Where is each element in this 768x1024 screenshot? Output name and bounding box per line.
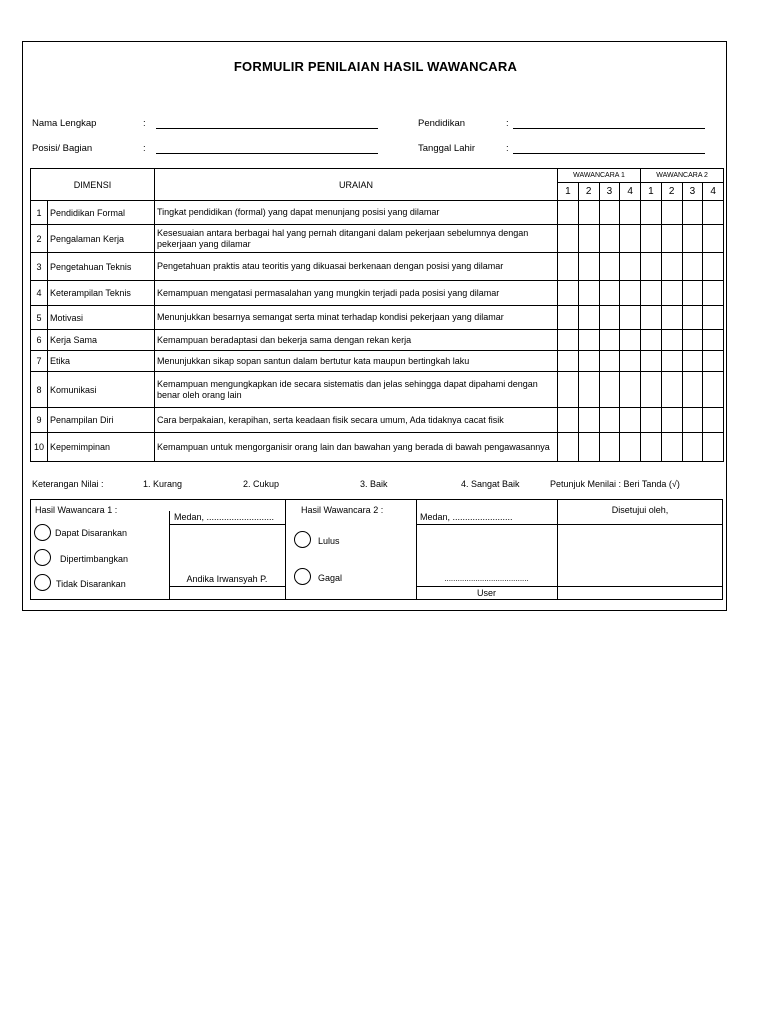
dimension-name: Kepemimpinan: [48, 433, 155, 462]
w2-score-cell[interactable]: [641, 433, 662, 462]
w2-score-cell[interactable]: [661, 306, 682, 330]
nama-lengkap-label: Nama Lengkap: [32, 118, 97, 129]
dimension-description: Cara berpakaian, kerapihan, serta keadaan fisik secara umum, Ada tidaknya cacat fisik: [155, 408, 558, 433]
w1-score-cell[interactable]: [599, 225, 620, 253]
option-lulus: Lulus: [318, 536, 340, 546]
pendidikan-field[interactable]: [513, 128, 705, 129]
option-dipertimbangkan: Dipertimbangkan: [60, 554, 129, 564]
dimension-name: Etika: [48, 351, 155, 372]
score-header: 3: [682, 183, 703, 201]
legend-kurang: 1. Kurang: [143, 479, 183, 489]
w2-score-cell[interactable]: [682, 201, 703, 225]
w2-score-cell[interactable]: [682, 433, 703, 462]
w2-score-cell[interactable]: [703, 281, 724, 306]
w2-score-cell[interactable]: [661, 372, 682, 408]
dimension-name: Kerja Sama: [48, 330, 155, 351]
w2-score-cell[interactable]: [703, 330, 724, 351]
w2-score-cell[interactable]: [641, 408, 662, 433]
dimension-description: Kemampuan beradaptasi dan bekerja sama dengan rekan kerja: [155, 330, 558, 351]
tanggal-lahir-label: Tanggal Lahir: [418, 143, 476, 154]
posisi-bagian-field[interactable]: [156, 153, 378, 154]
table-row: [31, 306, 724, 330]
w2-score-cell[interactable]: [682, 351, 703, 372]
dimension-description: Tingkat pendidikan (formal) yang dapat menunjang posisi yang dilamar: [155, 201, 558, 225]
header-wawancara-1: WAWANCARA 1: [558, 169, 641, 183]
w2-score-cell[interactable]: [641, 306, 662, 330]
w2-score-cell[interactable]: [682, 225, 703, 253]
w2-score-cell[interactable]: [703, 408, 724, 433]
dimension-name: Pendidikan Formal: [48, 201, 155, 225]
table-row: [31, 372, 724, 408]
w1-score-cell[interactable]: [578, 351, 599, 372]
dimension-description: Kesesuaian antara berbagai hal yang pernah ditangani dalam pekerjaan sebelumnya dengan pekerjaan yang dilamar: [155, 225, 558, 253]
w1-score-cell[interactable]: [558, 330, 579, 351]
w1-score-cell[interactable]: [578, 201, 599, 225]
w1-score-cell[interactable]: [558, 253, 579, 281]
w1-score-cell[interactable]: [620, 433, 641, 462]
score-header: 2: [578, 183, 599, 201]
w2-score-cell[interactable]: [703, 201, 724, 225]
header-wawancara-2: WAWANCARA 2: [641, 169, 724, 183]
dimension-name: Keterampilan Teknis: [48, 281, 155, 306]
w1-score-cell[interactable]: [578, 408, 599, 433]
w1-score-cell[interactable]: [599, 201, 620, 225]
header-uraian: URAIAN: [155, 169, 558, 201]
dimension-name: Komunikasi: [48, 372, 155, 408]
w2-score-cell[interactable]: [661, 201, 682, 225]
w1-score-cell[interactable]: [620, 408, 641, 433]
w1-score-cell[interactable]: [620, 372, 641, 408]
w2-score-cell[interactable]: [682, 281, 703, 306]
w1-score-cell[interactable]: [599, 306, 620, 330]
w2-score-cell[interactable]: [641, 372, 662, 408]
legend-sangat-baik: 4. Sangat Baik: [461, 479, 520, 489]
w1-score-cell[interactable]: [599, 433, 620, 462]
w1-score-cell[interactable]: [599, 281, 620, 306]
w2-score-cell[interactable]: [703, 306, 724, 330]
w1-score-cell[interactable]: [578, 330, 599, 351]
medan-date-2: Medan, ........................: [420, 512, 513, 522]
score-header: 4: [620, 183, 641, 201]
w2-score-cell[interactable]: [703, 225, 724, 253]
dimension-description: Kemampuan untuk mengorganisir orang lain dan bawahan yang berada di bawah pengawasannya: [155, 433, 558, 462]
w1-score-cell[interactable]: [578, 253, 599, 281]
colon: :: [143, 143, 146, 154]
w1-score-cell[interactable]: [578, 225, 599, 253]
w1-score-cell[interactable]: [599, 408, 620, 433]
w2-score-cell[interactable]: [682, 306, 703, 330]
score-header: 1: [641, 183, 662, 201]
legend-label: Keterangan Nilai :: [32, 479, 104, 489]
w1-score-cell[interactable]: [578, 372, 599, 408]
dimension-description: Menunjukkan besarnya semangat serta minat terhadap kondisi pekerjaan yang dilamar: [155, 306, 558, 330]
w1-score-cell[interactable]: [599, 330, 620, 351]
score-header: 3: [599, 183, 620, 201]
row-number: 9: [31, 408, 48, 433]
w2-score-cell[interactable]: [661, 281, 682, 306]
w1-score-cell[interactable]: [578, 433, 599, 462]
w2-score-cell[interactable]: [682, 408, 703, 433]
radio-dapat-disarankan[interactable]: [34, 524, 51, 541]
dimension-description: Menunjukkan sikap sopan santun dalam bertutur kata maupun bertingkah laku: [155, 351, 558, 372]
radio-gagal[interactable]: [294, 568, 311, 585]
w2-score-cell[interactable]: [703, 351, 724, 372]
table-row: [31, 351, 724, 372]
row-number: 2: [31, 225, 48, 253]
score-header: 1: [558, 183, 579, 201]
row-number: 7: [31, 351, 48, 372]
w1-score-cell[interactable]: [558, 306, 579, 330]
header-dimensi: DIMENSI: [31, 169, 155, 201]
row-number: 1: [31, 201, 48, 225]
w2-score-cell[interactable]: [703, 372, 724, 408]
w1-score-cell[interactable]: [620, 330, 641, 351]
w1-score-cell[interactable]: [578, 306, 599, 330]
w1-score-cell[interactable]: [558, 201, 579, 225]
w2-score-cell[interactable]: [703, 433, 724, 462]
w2-score-cell[interactable]: [641, 330, 662, 351]
w2-score-cell[interactable]: [661, 351, 682, 372]
w1-score-cell[interactable]: [620, 281, 641, 306]
w2-score-cell[interactable]: [641, 225, 662, 253]
w2-score-cell[interactable]: [703, 253, 724, 281]
colon: :: [506, 143, 509, 154]
option-gagal: Gagal: [318, 573, 343, 583]
row-number: 4: [31, 281, 48, 306]
w2-score-cell[interactable]: [682, 330, 703, 351]
legend-baik: 3. Baik: [360, 479, 388, 489]
pendidikan-label: Pendidikan: [418, 118, 466, 129]
row-number: 6: [31, 330, 48, 351]
w2-score-cell[interactable]: [641, 253, 662, 281]
dimension-name: Pengalaman Kerja: [48, 225, 155, 253]
table-row: [31, 433, 724, 462]
nama-lengkap-field[interactable]: [156, 128, 378, 129]
tanggal-lahir-field[interactable]: [513, 153, 705, 154]
row-number: 3: [31, 253, 48, 281]
row-number: 10: [31, 433, 48, 462]
w1-score-cell[interactable]: [599, 372, 620, 408]
w2-score-cell[interactable]: [641, 351, 662, 372]
table-row: [31, 330, 724, 351]
w2-score-cell[interactable]: [661, 433, 682, 462]
w2-score-cell[interactable]: [641, 201, 662, 225]
table-row: [31, 408, 724, 433]
option-dapat-disarankan: Dapat Disarankan: [55, 528, 128, 538]
hasil-wawancara-2-label: Hasil Wawancara 2 :: [301, 505, 384, 515]
w1-score-cell[interactable]: [599, 253, 620, 281]
dimension-name: Motivasi: [48, 306, 155, 330]
interview-form-sheet: [22, 41, 727, 611]
w2-score-cell[interactable]: [661, 253, 682, 281]
row-number: 5: [31, 306, 48, 330]
w2-score-cell[interactable]: [661, 225, 682, 253]
w1-score-cell[interactable]: [558, 281, 579, 306]
interviewer-1-name: Andika Irwansyah P.: [186, 574, 268, 584]
w1-score-cell[interactable]: [558, 408, 579, 433]
w1-score-cell[interactable]: [558, 351, 579, 372]
petunjuk-menilai: Petunjuk Menilai : Beri Tanda (√): [550, 479, 680, 489]
score-header: 2: [661, 183, 682, 201]
w1-score-cell[interactable]: [620, 306, 641, 330]
dimension-name: Penampilan Diri: [48, 408, 155, 433]
user-label: User: [476, 588, 496, 598]
dimension-name: Pengetahuan Teknis: [48, 253, 155, 281]
w1-score-cell[interactable]: [620, 351, 641, 372]
radio-tidak-disarankan[interactable]: [34, 574, 51, 591]
result-signature-block: [30, 499, 723, 600]
medan-date-1: Medan, ...........................: [174, 512, 275, 522]
w1-score-cell[interactable]: [620, 253, 641, 281]
dimension-description: Kemampuan mengatasi permasalahan yang mungkin terjadi pada posisi yang dilamar: [155, 281, 558, 306]
w1-score-cell[interactable]: [558, 225, 579, 253]
radio-lulus[interactable]: [294, 531, 311, 548]
w2-score-cell[interactable]: [661, 408, 682, 433]
table-row: [31, 201, 724, 225]
table-row: [31, 281, 724, 306]
form-title: FORMULIR PENILAIAN HASIL WAWANCARA: [233, 59, 518, 74]
legend-cukup: 2. Cukup: [243, 479, 280, 489]
w1-score-cell[interactable]: [558, 433, 579, 462]
w2-score-cell[interactable]: [661, 330, 682, 351]
w1-score-cell[interactable]: [620, 201, 641, 225]
w1-score-cell[interactable]: [599, 351, 620, 372]
row-number: 8: [31, 372, 48, 408]
score-header: 4: [703, 183, 724, 201]
hasil-wawancara-1-label: Hasil Wawancara 1 :: [35, 505, 118, 515]
disetujui-oleh: Disetujui oleh,: [611, 505, 669, 515]
w2-score-cell[interactable]: [682, 372, 703, 408]
table-row: [31, 253, 724, 281]
dimension-description: Pengetahuan praktis atau teoritis yang dikuasai berkenaan dengan posisi yang dilamar: [155, 253, 558, 281]
signature-dots: ......................................: [444, 574, 529, 583]
posisi-bagian-label: Posisi/ Bagian: [32, 143, 93, 154]
w1-score-cell[interactable]: [558, 372, 579, 408]
option-tidak-disarankan: Tidak Disarankan: [56, 579, 126, 589]
w1-score-cell[interactable]: [578, 281, 599, 306]
radio-dipertimbangkan[interactable]: [34, 549, 51, 566]
colon: :: [143, 118, 146, 129]
assessment-table: [30, 168, 724, 462]
colon: :: [506, 118, 509, 129]
table-row: [31, 225, 724, 253]
w2-score-cell[interactable]: [682, 253, 703, 281]
w1-score-cell[interactable]: [620, 225, 641, 253]
dimension-description: Kemampuan mengungkapkan ide secara sistematis dan jelas sehingga dapat dipahami dengan benar oleh orang lain: [155, 372, 558, 408]
w2-score-cell[interactable]: [641, 281, 662, 306]
